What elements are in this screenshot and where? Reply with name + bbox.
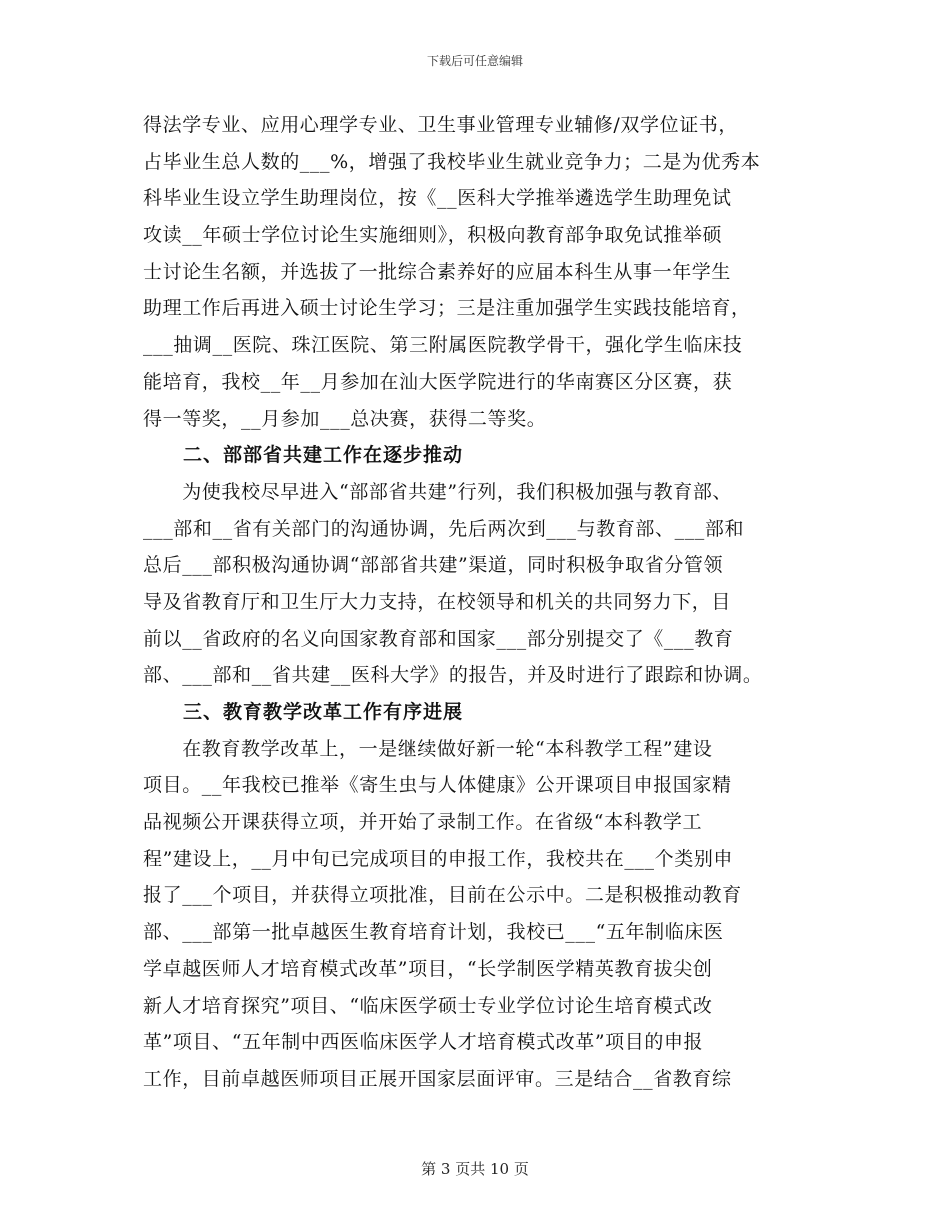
text-line: 得法学专业、应用心理学专业、卫生事业管理专业辅修/双学位证书， (143, 114, 739, 136)
text-line: 能培育，我校__年__月参加在汕大医学院进行的华南赛区分区赛，获 (143, 370, 733, 393)
text-line: 总后___部积极沟通协调“部部省共建”渠道，同时积极争取省分管领 (143, 554, 724, 577)
text-line: ___抽调__医院、珠江医院、第三附属医院教学骨干，强化学生临床技 (143, 334, 743, 357)
text-line: 项目。__年我校已推举《寄生虫与人体健康》公开课项目申报国家精 (143, 774, 732, 797)
page-footer: 第 3 页共 10 页 (421, 1160, 529, 1178)
text-line: 学卓越医师人才培育模式改革”项目，“长学制医学精英教育拔尖创 (143, 957, 713, 980)
text-line: 在教育教学改革上，一是继续做好新一轮“本科教学工程”建设 (143, 737, 713, 760)
text-line: 得一等奖，__月参加___总决赛，获得二等奖。 (143, 407, 547, 430)
document-body (143, 107, 813, 1098)
text-line: 部、___部和__省共建__医科大学》的报告，并及时进行了跟踪和协调。 (143, 664, 763, 687)
text-line: 部、___部第一批卓越医生教育培育计划，我校已___“五年制临床医 (143, 921, 724, 944)
text-line: 报了___个项目，并获得立项批准，目前在公示中。二是积极推动教育 (143, 884, 742, 907)
text-line: 为使我校尽早进入“部部省共建”行列，我们积极加强与教育部、 (143, 480, 733, 503)
text-line: 导及省教育厅和卫生厅大力支持，在校领导和机关的共同努力下，目 (143, 590, 732, 613)
section-heading: 二、部部省共建工作在逐步推动 (183, 444, 464, 467)
text-line: 占毕业生总人数的___%，增强了我校毕业生就业竞争力；二是为优秀本 (143, 150, 761, 173)
text-line: 攻读__年硕士学位讨论生实施细则》，积极向教育部争取免试推举硕 (143, 224, 723, 247)
text-line: 程”建设上，__月中旬已完成项目的申报工作，我校共在___个类别申 (143, 847, 734, 870)
page-header: 下载后可任意编辑 (426, 54, 523, 68)
text-line: ___部和__省有关部门的沟通协调，先后两次到___与教育部、___部和 (143, 517, 745, 540)
text-line: 助理工作后再进入硕士讨论生学习；三是注重加强学生实践技能培育， (143, 297, 751, 320)
text-line: 科毕业生设立学生助理岗位，按《__医科大学推举遴选学生助理免试 (143, 187, 732, 210)
text-line: 士讨论生名额，并选拔了一批综合素养好的应届本科生从事一年学生 (143, 260, 732, 283)
text-line: 前以__省政府的名义向国家教育部和国家___部分别提交了《___教育 (143, 627, 734, 650)
text-line: 革”项目、“五年制中西医临床医学人才培育模式改革”项目的申报 (143, 1031, 704, 1054)
text-line: 品视频公开课获得立项，并开始了录制工作。在省级“本科教学工 (143, 811, 703, 834)
text-line: 工作，目前卓越医师项目正展开国家层面评审。三是结合__省教育综 (143, 1067, 732, 1090)
section-heading: 三、教育教学改革工作有序进展 (183, 701, 464, 723)
text-line: 新人才培育探究”项目、“临床医学硕士专业学位讨论生培育模式改 (143, 994, 713, 1017)
